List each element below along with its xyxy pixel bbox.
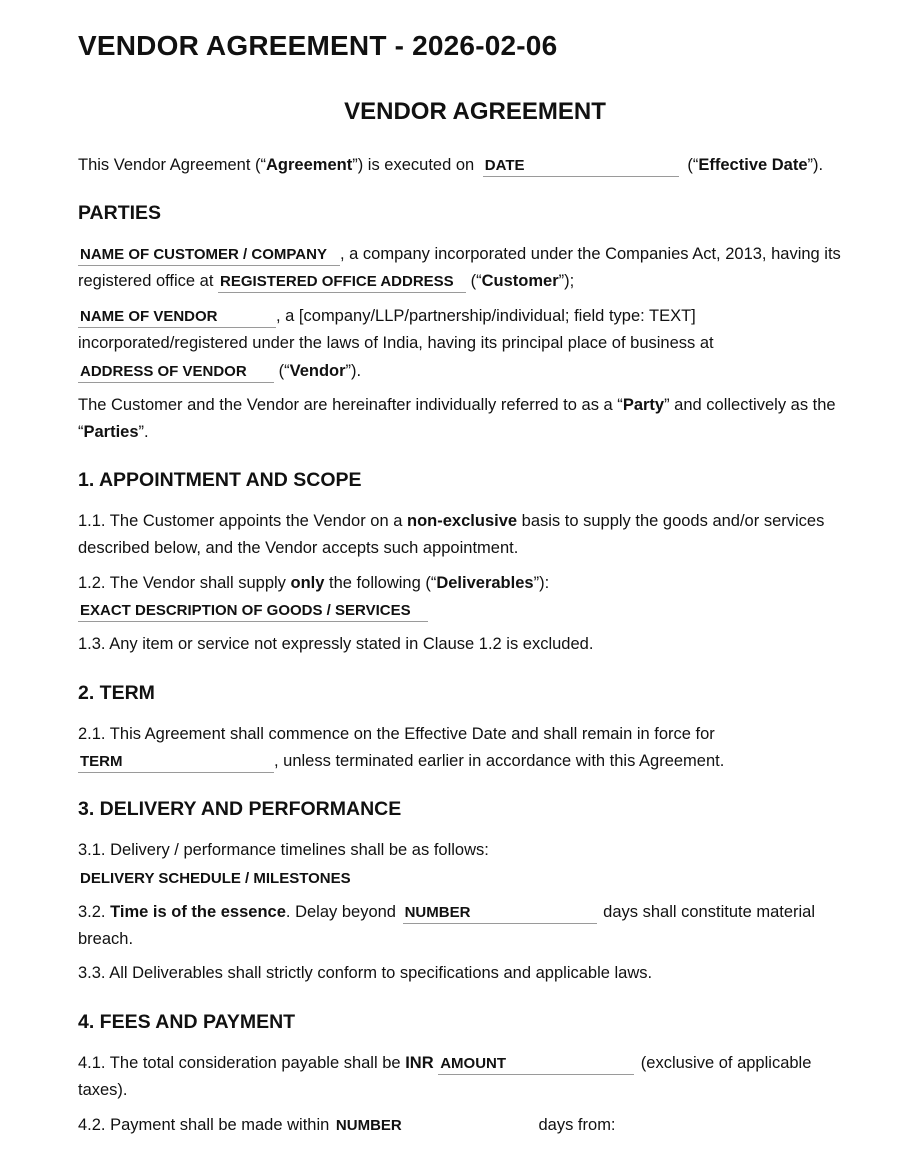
date-field[interactable]: DATE: [483, 156, 679, 177]
section-4-heading: 4. FEES AND PAYMENT: [78, 1011, 296, 1033]
clause-3-1-field-line: [78, 867, 353, 890]
registered-office-field[interactable]: REGISTERED OFFICE ADDRESS: [218, 272, 466, 293]
clause-1-3: 1.3. Any item or service not expressly stated in Clause 1.2 is excluded.: [78, 635, 594, 653]
section-1-heading: 1. APPOINTMENT AND SCOPE: [78, 469, 362, 491]
clause-4-2: 4.2. Payment shall be made within NUMBER days from:: [78, 1114, 616, 1137]
vendor-line-3: ADDRESS OF VENDOR (“Vendor”).: [78, 360, 361, 383]
vendor-line-1: NAME OF VENDOR , a [company/LLP/partnership/individual; field type: TEXT]: [78, 305, 696, 328]
agreement-heading: VENDOR AGREEMENT: [344, 98, 606, 125]
clause-3-3: 3.3. All Deliverables shall strictly conform to specifications and applicable laws.: [78, 964, 653, 982]
clause-2-1-line-2: TERM , unless terminated earlier in accordance with this Agreement.: [78, 750, 724, 773]
term-field[interactable]: TERM: [78, 752, 274, 773]
vendor-address-field[interactable]: ADDRESS OF VENDOR: [78, 362, 274, 383]
clause-1-1-line-1: 1.1. The Customer appoints the Vendor on a non-exclusive basis to supply the goods and/or services: [78, 512, 825, 530]
clause-1-2: 1.2. The Vendor shall supply only the following (“Deliverables”):: [78, 574, 550, 592]
customer-line-2: registered office at REGISTERED OFFICE ADDRESS (“Customer”);: [78, 270, 574, 293]
clause-1-2-field-line: [78, 599, 428, 622]
payment-days-field[interactable]: NUMBER: [335, 1117, 402, 1134]
clause-1-1-line-2: described below, and the Vendor accepts such appointment.: [78, 539, 519, 557]
intro-line: This Vendor Agreement (“Agreement”) is executed on DATE (“Effective Date”).: [78, 154, 823, 177]
vendor-line-2: incorporated/registered under the laws of India, having its principal place of business at: [78, 334, 714, 352]
page-title: VENDOR AGREEMENT - 2026-02-06: [78, 30, 558, 61]
delivery-schedule-field[interactable]: DELIVERY SCHEDULE / MILESTONES: [80, 870, 351, 887]
collective-line-2: “Parties”.: [78, 423, 149, 441]
clause-4-1-line-1: 4.1. The total consideration payable shall be INR AMOUNT (exclusive of applicable: [78, 1052, 811, 1075]
section-2-heading: 2. TERM: [78, 682, 155, 704]
clause-3-1: 3.1. Delivery / performance timelines shall be as follows:: [78, 841, 489, 859]
amount-field[interactable]: AMOUNT: [438, 1054, 634, 1075]
customer-name-field[interactable]: NAME OF CUSTOMER / COMPANY: [78, 245, 340, 266]
parties-heading: PARTIES: [78, 202, 162, 224]
clause-3-2-line-2: breach.: [78, 930, 134, 948]
goods-services-field[interactable]: EXACT DESCRIPTION OF GOODS / SERVICES: [78, 601, 428, 622]
section-3-heading: 3. DELIVERY AND PERFORMANCE: [78, 798, 402, 820]
collective-line-1: The Customer and the Vendor are hereinafter individually referred to as a “Party” and collectively as the: [78, 396, 836, 414]
vendor-name-field[interactable]: NAME OF VENDOR: [78, 307, 276, 328]
delay-days-field[interactable]: NUMBER: [403, 903, 597, 924]
customer-line-1: NAME OF CUSTOMER / COMPANY , a company incorporated under the Companies Act, 2013, having its: [78, 243, 841, 266]
clause-3-2-line-1: 3.2. Time is of the essence. Delay beyond NUMBER days shall constitute material: [78, 901, 815, 924]
clause-2-1-line-1: 2.1. This Agreement shall commence on the Effective Date and shall remain in force for: [78, 725, 715, 743]
clause-4-1-line-2: taxes).: [78, 1081, 128, 1099]
